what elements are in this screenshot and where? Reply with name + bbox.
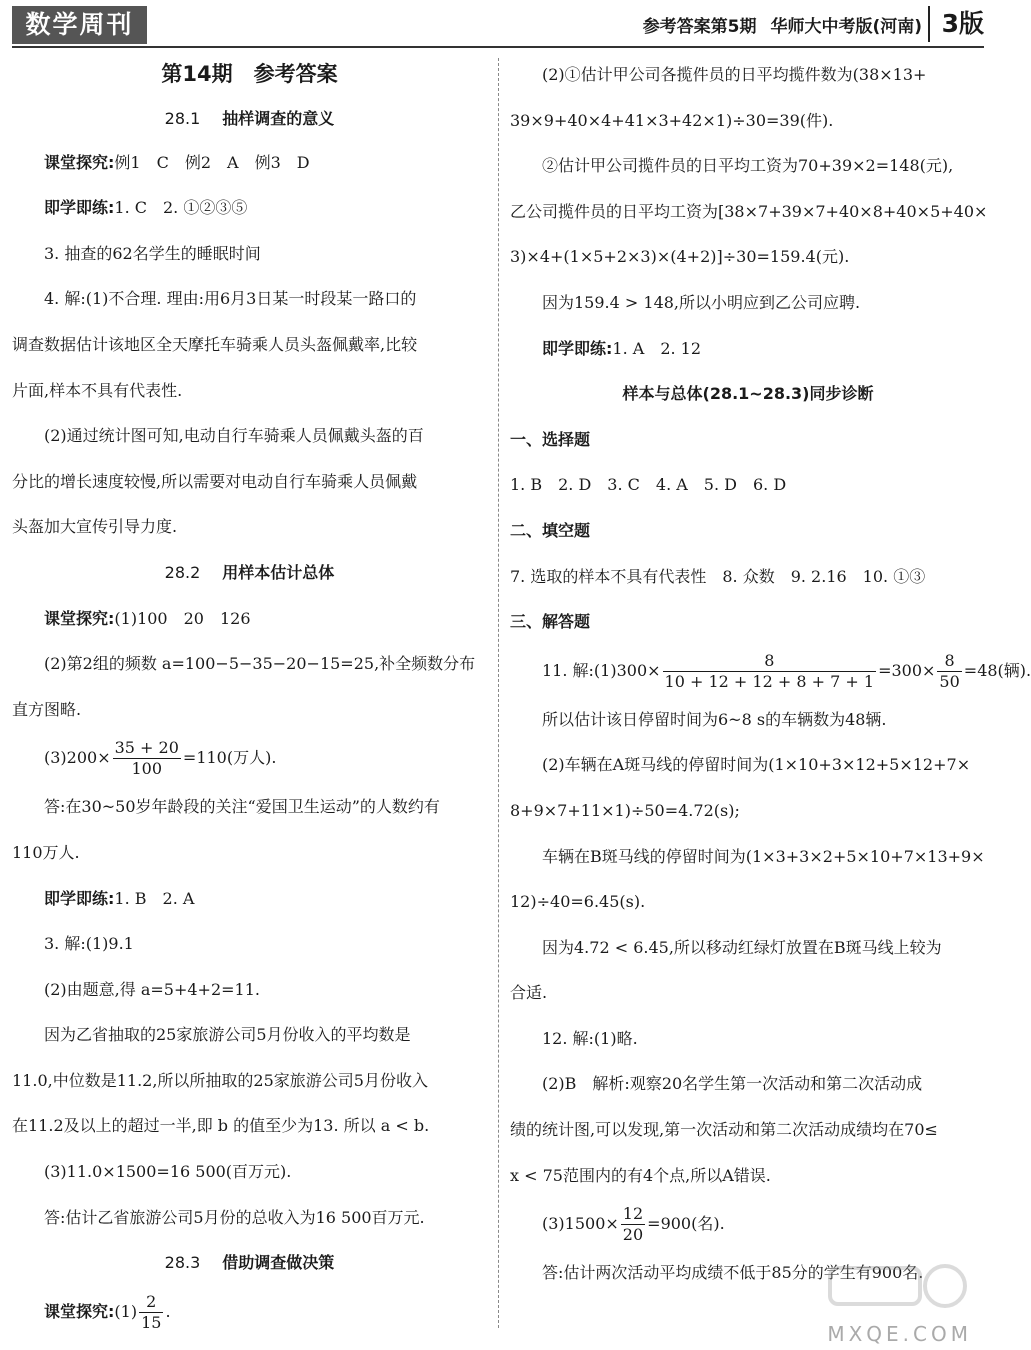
r-line: 合适. xyxy=(510,983,548,1003)
diagnosis-title: 样本与总体(28.1~28.3)同步诊断 xyxy=(622,384,874,404)
issue-title: 第14期 参考答案 xyxy=(161,62,338,86)
r-line: 乙公司揽件员的日平均工资为[38×7+39×7+40×8+40×5+40× xyxy=(510,201,988,221)
section-title-28-3: 28.3 借助调查做决策 xyxy=(164,1253,335,1273)
fraction: $\frac{12}{20}$ xyxy=(622,1204,644,1245)
r-line: 8+9×7+11×1)÷50=4.72(s); xyxy=(510,800,740,820)
fill-answers: 7. 选取的样本不具有代表性 8. 众数 9. 2.16 10. ①③ xyxy=(510,566,926,586)
column-separator xyxy=(498,58,499,1328)
section-title-28-2: 28.2 用样本估计总体 xyxy=(164,562,335,582)
r-line: (2)车辆在A斑马线的停留时间为(1×10+3×12+5×12+7× xyxy=(542,755,971,775)
page-header xyxy=(0,0,1000,50)
classroom-explore-3: 课堂探究:(1) $\frac{2}{15}$ . xyxy=(44,1291,171,1332)
page-number: 3版 xyxy=(941,9,984,38)
left-column xyxy=(12,52,487,1338)
fraction: $\frac{2}{15}$ xyxy=(141,1291,162,1332)
q11-part1: 11. 解:(1)300× $\frac{8}{10 + 12 + 12 + 8 + 7 + 1}$ =300× $\frac{8}{50}$ =48(辆). xyxy=(542,650,1031,691)
answer-line: 答:在30~50岁年龄段的关注“爱国卫生运动”的人数约有 xyxy=(44,797,440,817)
classroom-explore-2: 课堂探究:(1)100 20 126 xyxy=(44,608,251,628)
practice-1: 即学即练:1. C 2. ①②③⑤ xyxy=(44,198,248,218)
q3b-line: 11.0,中位数是11.2,所以所抽取的25家旅游公司5月份收入 xyxy=(12,1070,428,1090)
k2-line: (2)第2组的频数 a=100−5−35−20−15=25,补全频数分布 xyxy=(44,654,476,674)
r-line: ②估计甲公司揽件员的日平均工资为70+39×2=148(元), xyxy=(542,156,954,176)
q3b-line: 答:估计乙省旅游公司5月份的总收入为16 500百万元. xyxy=(44,1207,425,1227)
practice-2: 即学即练:1. B 2. A xyxy=(44,888,195,908)
header-answers-label: 参考答案第5期 xyxy=(642,17,757,37)
k2-line: 直方图略. xyxy=(12,699,82,719)
section-solve: 三、解答题 xyxy=(510,612,591,632)
r-line: 因为159.4 > 148,所以小明应到乙公司应聘. xyxy=(542,292,861,312)
answer-line: 110万人. xyxy=(12,842,80,862)
q3b-line: 3. 解:(1)9.1 xyxy=(44,934,134,954)
q4-line: 头盔加大宣传引导力度. xyxy=(12,517,178,537)
header-rule xyxy=(12,46,984,48)
r-line: (2)①估计甲公司各揽件员的日平均揽件数为(38×13+ xyxy=(542,65,927,84)
r-line: 车辆在B斑马线的停留时间为(1×3+3×2+5×10+7×13+9× xyxy=(542,846,985,866)
r-line: 12)÷40=6.45(s). xyxy=(510,892,646,912)
newspaper-logo: 数学周刊 xyxy=(12,6,147,44)
q4-line: 分比的增长速度较慢,所以需要对电动自行车骑乘人员佩戴 xyxy=(12,471,418,491)
r-line: 3)×4+(1×5+2×3)×(4+2)]÷30=159.4(元). xyxy=(510,247,850,267)
header-edition-name: 华师大中考版(河南) xyxy=(770,17,922,37)
q4-line: 片面,样本不具有代表性. xyxy=(12,380,183,400)
q3b-line: (2)由题意,得 a=5+4+2=11. xyxy=(44,979,260,999)
r-line: (2)B 解析:观察20名学生第一次活动和第二次活动成 xyxy=(542,1074,923,1094)
fraction: $\frac{8}{10 + 12 + 12 + 8 + 7 + 1}$ xyxy=(664,650,875,691)
section-choice: 一、选择题 xyxy=(510,429,591,449)
q3b-line: 在11.2及以上的超过一半,即 b 的值至少为13. 所以 a < b. xyxy=(12,1116,430,1136)
q12-part3: (3)1500× $\frac{12}{20}$ =900(名). xyxy=(542,1204,725,1245)
classroom-explore-1: 课堂探究:例1 C 例2 A 例3 D xyxy=(44,152,310,172)
q4-line: (2)通过统计图可知,电动自行车骑乘人员佩戴头盔的百 xyxy=(44,426,424,446)
choice-answers: 1. B 2. D 3. C 4. A 5. D 6. D xyxy=(510,475,787,495)
fraction: $\frac{8}{50}$ xyxy=(939,650,960,691)
practice-3: 即学即练:1. A 2. 12 xyxy=(542,338,702,358)
watermark-logo-icon xyxy=(820,1258,970,1328)
q4-line: 调查数据估计该地区全天摩托车骑乘人员头盔佩戴率,比较 xyxy=(12,334,418,354)
section-title-28-1: 28.1 抽样调查的意义 xyxy=(164,108,335,128)
r-line: 所以估计该日停留时间为6~8 s的车辆数为48辆. xyxy=(542,709,887,729)
final-answer: 答:估计两次活动平均成绩不低于85分的学生有900名. xyxy=(542,1263,924,1283)
r-line: 39×9+40×4+41×3+42×1)÷30=39(件). xyxy=(510,110,834,130)
k2-part3: (3)200× $\frac{35 + 20}{100}$ =110(万人). xyxy=(44,738,277,779)
watermark-text: MXQE.COM xyxy=(827,1322,972,1346)
header-info xyxy=(643,12,922,37)
q4-line: 4. 解:(1)不合理. 理由:用6月3日某一时段某一路口的 xyxy=(44,289,417,309)
r-line: 因为4.72 < 6.45,所以移动红绿灯放置在B斑马线上较为 xyxy=(542,937,942,957)
q3b-line: 因为乙省抽取的25家旅游公司5月份收入的平均数是 xyxy=(44,1025,411,1045)
r-line: x < 75范围内的有4个点,所以A错误. xyxy=(510,1165,771,1185)
question-3-answer: 3. 抽查的62名学生的睡眠时间 xyxy=(44,243,261,263)
q3b-line: (3)11.0×1500=16 500(百万元). xyxy=(44,1162,292,1182)
r-line: 绩的统计图,可以发现,第一次活动和第二次活动成绩均在70≤ xyxy=(510,1120,938,1140)
fraction: $\frac{35 + 20}{100}$ xyxy=(114,738,179,779)
right-column xyxy=(510,52,1031,1296)
r-line: 12. 解:(1)略. xyxy=(542,1028,638,1048)
header-divider xyxy=(928,6,930,42)
section-fill: 二、填空题 xyxy=(510,520,591,540)
